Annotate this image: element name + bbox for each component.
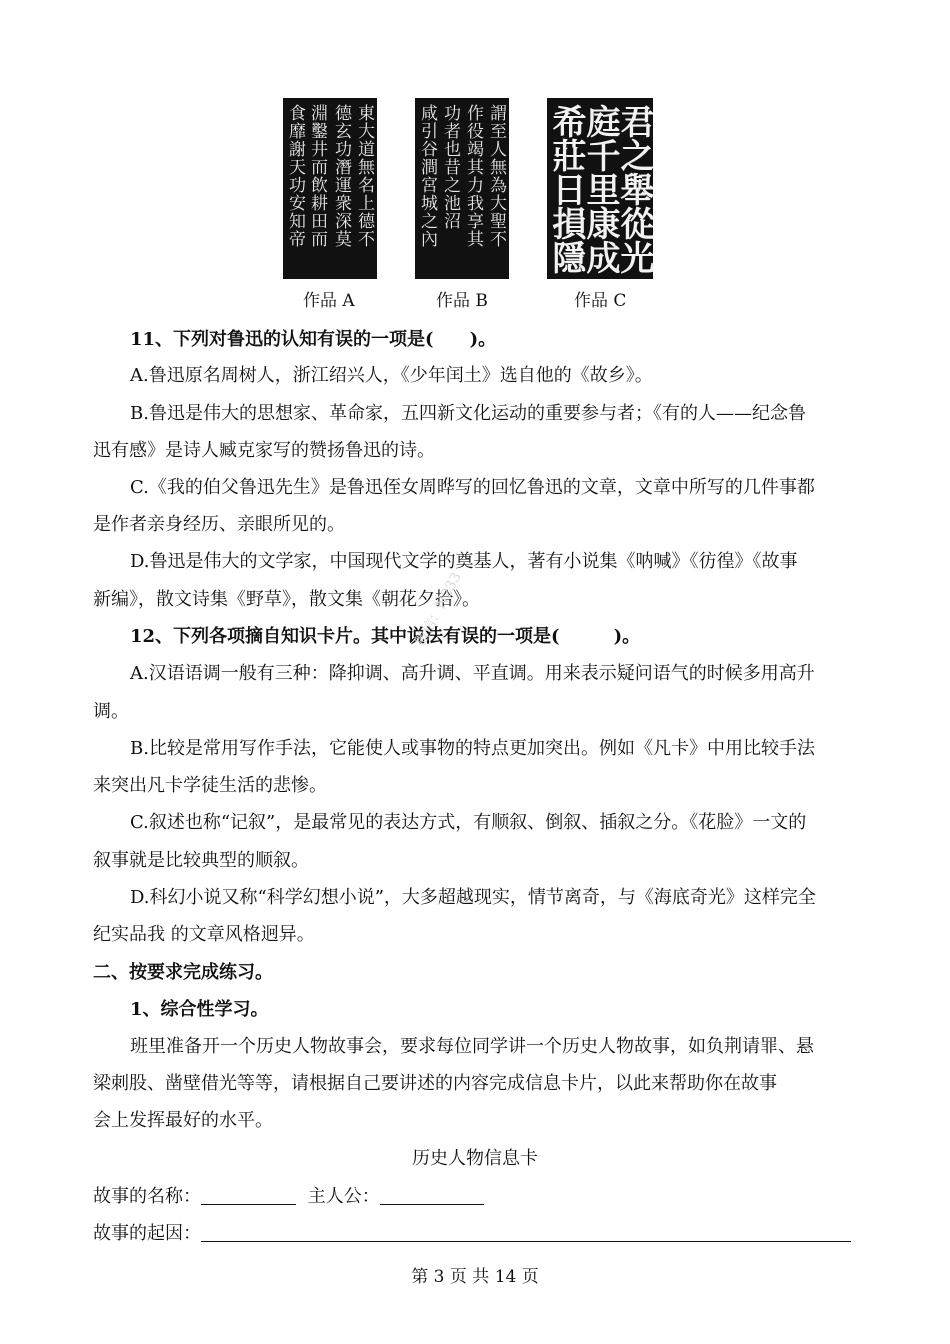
watermark: 微信：N233 (412, 569, 465, 649)
caption-b: 作品 B (436, 291, 488, 311)
rubbing-column: 希莊日損隱 (546, 104, 586, 274)
option-b-cont: 来突出凡卡学徒生活的悲惨。 (93, 775, 327, 796)
option-c: C.叙述也称“记叙”，是最常见的表达方式，有顺叙、倒叙、插叙之分。《花脸》一文的 (130, 812, 807, 833)
option-b-cont: 迅有感》是诗人臧克家写的赞扬鲁迅的诗。 (93, 440, 435, 461)
rubbing-column: 淵鑿井而飲耕田而 (307, 104, 327, 248)
rubbing-column: 作役竭其力我享其 (463, 104, 483, 248)
rubbing-column: 食靡謝天功安知帝 (285, 104, 305, 248)
page-footer: 第 3 页 共 14 页 (411, 1267, 539, 1287)
option-c-cont: 叙事就是比较典型的顺叙。 (93, 850, 309, 871)
rubbing-column: 德玄功潛運衆深莫 (331, 104, 351, 248)
option-b: B.比较是常用写作手法，它能使人或事物的特点更加突出。例如《凡卡》中用比较手法 (130, 738, 815, 759)
story-cause-label: 故事的起因： (93, 1223, 201, 1244)
rubbing-column: 功者也昔之池沼 (440, 104, 460, 230)
rubbing-column: 庭千里康成 (580, 104, 620, 274)
option-a: A.汉语语调一般有三种：降抑调、高升调、平直调。用来表示疑问语气的时候多用高升 (130, 663, 815, 684)
instruction-paragraph-cont: 梁刺股、凿壁借光等等，请根据自己要讲述的内容完成信息卡片，以此来帮助你在故事 (93, 1073, 777, 1094)
question-12-stem: 12、下列各项摘自知识卡片。其中说法有误的一项是( )。 (130, 626, 641, 647)
option-d-cont: 纪实品我 的文章风格迥异。 (93, 924, 315, 945)
subsection-title: 1、综合性学习。 (130, 999, 269, 1020)
question-11-stem: 11、下列对鲁迅的认知有误的一项是( )。 (130, 329, 497, 350)
option-a: A.鲁迅原名周树人，浙江绍兴人，《少年闰土》选自他的《故乡》。 (130, 365, 653, 386)
calligraphy-image-b (415, 98, 509, 279)
option-d: D.科幻小说又称“科学幻想小说”，大多超越现实，情节离奇，与《海底奇光》这样完全 (130, 887, 816, 908)
option-d: D.鲁迅是伟大的文学家，中国现代文学的奠基人，著有小说集《呐喊》《彷徨》《故事 (130, 551, 798, 572)
section-title: 二、按要求完成练习。 (93, 962, 273, 983)
option-b: B.鲁迅是伟大的思想家、革命家，五四新文化运动的重要参与者；《有的人——纪念鲁 (130, 403, 806, 424)
instruction-paragraph-cont: 会上发挥最好的水平。 (93, 1110, 273, 1131)
option-a-cont: 调。 (93, 701, 129, 722)
card-title: 历史人物信息卡 (412, 1148, 538, 1169)
rubbing-column: 君之舉從光 (614, 104, 654, 274)
hero-label: 主人公： (307, 1186, 380, 1207)
caption-c: 作品 C (574, 291, 627, 311)
hero-input[interactable] (380, 1186, 484, 1205)
calligraphy-image-a (283, 98, 377, 279)
story-cause-input[interactable] (201, 1223, 851, 1242)
calligraphy-image-c (547, 98, 653, 279)
story-cause-row (93, 1219, 851, 1245)
caption-a: 作品 A (303, 291, 355, 311)
story-name-label: 故事的名称： (93, 1186, 201, 1207)
story-name-input[interactable] (201, 1186, 296, 1205)
rubbing-column: 謂至人無為大聖不 (486, 104, 506, 248)
option-c: C.《我的伯父鲁迅先生》是鲁迅侄女周晔写的回忆鲁迅的文章，文章中所写的几件事都 (130, 477, 815, 498)
instruction-paragraph: 班里准备开一个历史人物故事会，要求每位同学讲一个历史人物故事，如负荆请罪、悬 (130, 1036, 814, 1057)
rubbing-column: 咸引谷澗宮城之內 (417, 104, 437, 248)
option-d-cont: 新编》，散文诗集《野草》，散文集《朝花夕拾》。 (93, 589, 480, 610)
rubbing-column: 東大道無名上德不 (354, 104, 374, 248)
story-name-row (93, 1182, 484, 1208)
option-c-cont: 是作者亲身经历、亲眼所见的。 (93, 514, 345, 535)
